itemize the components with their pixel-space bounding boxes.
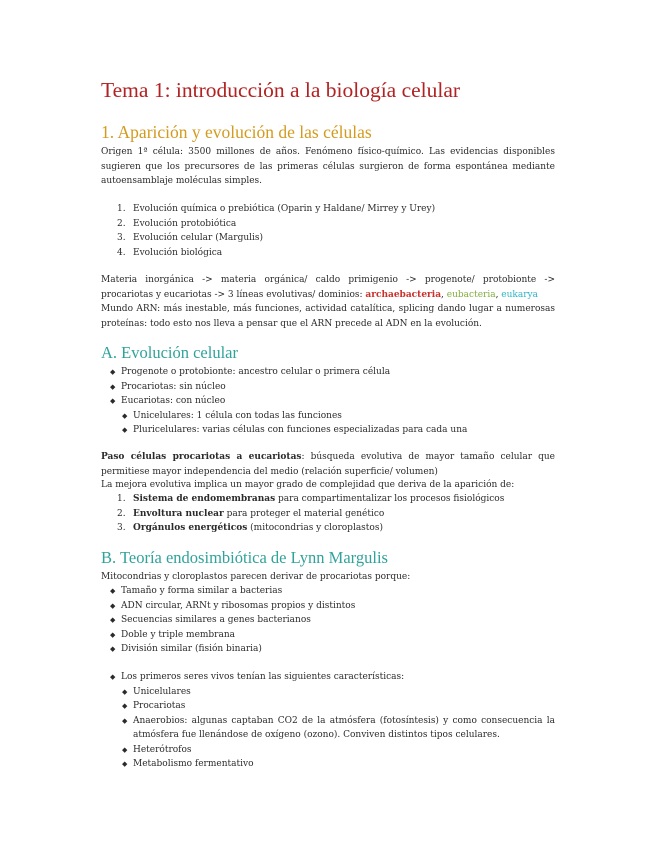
list-item: ◆ Heterótrofos (122, 744, 192, 755)
list-item: ◆ Secuencias similares a genes bacterianos (110, 615, 311, 625)
complexity-paragraph: La mejora evolutiva implica un mayor grado de complejidad que deriva de la aparición de: (101, 480, 515, 490)
list-item: ◆ ADN circular, ARNt y ribosomas propios y distintos (110, 600, 356, 611)
list-item: ◆ Metabolismo fermentativo (122, 759, 254, 769)
complexity-steps-list (101, 492, 555, 536)
section-b-intro: Mitocondrias y cloroplastos parecen derivar de procariotas porque: (101, 572, 411, 582)
arn-paragraph: Mundo ARN: más inestable, más funciones, actividad catalítica, splicing dando lugar a numerosas proteínas: todo esto nos lleva a pensar que el ARN precede al ADN en la evolución. (101, 304, 555, 329)
domain-bacteria: eubacteria (446, 289, 496, 300)
list-item: ◆ Los primeros seres vivos tenían las siguientes características: (110, 672, 405, 682)
section-1-intro: Origen 1ª célula: 3500 millones de años. Fenómeno físico-químico. Las evidencias disponibles sugieren que los precursores de las primeras células surgieron de forma espontánea mediante autoensamblaje moléculas simples. (101, 147, 555, 186)
list-item: ◆ Doble y triple membrana (110, 629, 236, 640)
list-item: ◆ Eucariotas: con núcleo (110, 396, 226, 406)
list-item: 2. Evolución protobiótica (117, 218, 237, 229)
cell-evolution-list (101, 365, 555, 438)
list-item: 3. Orgánulos energéticos (mitocondrias y cloroplastos) (117, 523, 383, 533)
list-item: 2. Envoltura nuclear para proteger el material genético (117, 508, 385, 519)
section-b-heading: B. Teoría endosimbiótica de Lynn Margulis (101, 548, 388, 567)
domain-eukarya: eukarya (501, 289, 538, 300)
list-item: 3. Evolución celular (Margulis) (117, 233, 264, 243)
section-a-heading: A. Evolución celular (101, 343, 238, 362)
list-item: ◆ Unicelulares (122, 686, 191, 697)
list-item: 1. Evolución química o prebiótica (Oparin y Haldane/ Mirrey y Urey) (117, 204, 436, 214)
list-item: 1. Sistema de endomembranas para compartimentalizar los procesos fisiológicos (117, 494, 505, 504)
list-item: ◆ Procariotas (122, 701, 186, 711)
endosymbiosis-reasons-list (101, 584, 555, 657)
materia-paragraph: Materia inorgánica -> materia orgánica/ caldo primigenio -> progenote/ protobionte -> procariotas y eucariotas -> 3 líneas evolutivas/ dominios: archaebacteria, eubacteria, eukarya (101, 275, 555, 300)
list-item: ◆ Procariotas: sin núcleo (110, 381, 226, 392)
list-item: ◆ Progenote o protobionte: ancestro celular o primera célula (110, 367, 391, 377)
domain-archaea: archaebacteria (365, 289, 442, 300)
list-item: ◆ Unicelulares: 1 célula con todas las funciones (122, 410, 342, 421)
list-item: ◆ Anaerobios: algunas captaban CO2 de la atmósfera (fotosíntesis) y como consecuencia la atmósfera fue llenándose de oxígeno (ozono). Conviven distintos tipos celulares. (122, 715, 555, 740)
prokaryote-transition-paragraph: Paso células procariotas a eucariotas: búsqueda evolutiva de mayor tamaño celular que permitiese mayor independencia del medio (relación superficie/ volumen) (101, 452, 555, 477)
first-beings-list (101, 670, 555, 772)
list-item: ◆ Pluricelulares: varias células con funciones especializadas para cada una (122, 425, 468, 435)
section-1-heading: 1. Aparición y evolución de las células (101, 122, 372, 142)
page-title: Tema 1: introducción a la biología celular (101, 78, 461, 102)
evolution-steps-list (101, 202, 555, 260)
list-item: ◆ División similar (fisión binaria) (110, 644, 262, 654)
list-item: ◆ Tamaño y forma similar a bacterias (110, 586, 283, 596)
list-item: 4. Evolución biológica (117, 247, 223, 258)
